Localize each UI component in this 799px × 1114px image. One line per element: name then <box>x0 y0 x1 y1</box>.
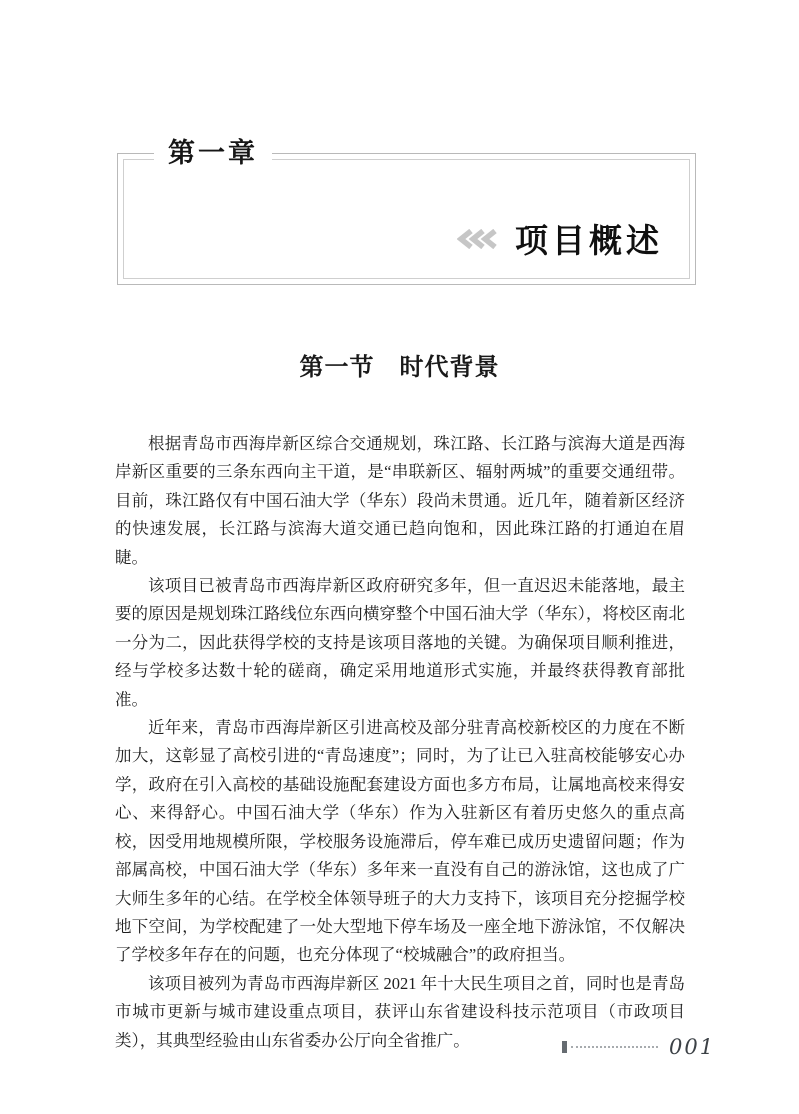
triple-left-chevron-icon <box>457 229 499 249</box>
chapter-title: 项目概述 <box>515 224 663 260</box>
page-number: 001 <box>669 1035 716 1059</box>
paragraph: 近年来，青岛市西海岸新区引进高校及部分驻青高校新校区的力度在不断加大，这彰显了高校引进的“青岛速度”；同时，为了让已入驻高校能够安心办学，政府在引入高校的基础设施配套建设方面也多方布局，让属地高校来得安心、来得舒心。中国石油大学（华东）作为入驻新区有着历史悠久的重点高校，因受用地规模所限，学校服务设施滞后，停车难已成历史遗留问题；作为部属高校，中国石油大学（华东）多年来一直没有自己的游泳馆，这也成了广大师生多年的心结。在学校全体领导班子的大力支持下，该项目充分挖掘学校地下空间，为学校配建了一处大型地下停车场及一座全地下游泳馆，不仅解决了学校多年存在的问题，也充分体现了“校城融合”的政府担当。 <box>115 718 685 965</box>
paragraph: 该项目已被青岛市西海岸新区政府研究多年，但一直迟迟未能落地，最主要的原因是规划珠江路线位东西向横穿整个中国石油大学（华东），将校区南北一分为二，因此获得学校的支持是该项目落地的关键。为确保项目顺利推进，经与学校多达数十轮的磋商，确定采用地道形式实施，并最终获得教育部批准。 <box>115 576 685 709</box>
footer-bar-ornament <box>562 1041 567 1053</box>
chapter-number-label: 第一章 <box>154 131 272 175</box>
paragraph: 根据青岛市西海岸新区综合交通规划，珠江路、长江路与滨海大道是西海岸新区重要的三条东西向主干道，是“串联新区、辐射两城”的重要交通纽带。目前，珠江路仅有中国石油大学（华东）段尚未贯通。近几年，随着新区经济的快速发展，长江路与滨海大道交通已趋向饱和，因此珠江路的打通迫在眉睫。 <box>115 434 685 567</box>
chapter-header-box <box>117 138 696 285</box>
paragraph: 该项目被列为青岛市西海岸新区 2021 年十大民生项目之首，同时也是青岛市城市更新与城市建设重点项目，获评山东省建设科技示范项目（市政项目类），其典型经验由山东省委办公厅向全省推广。 <box>115 973 685 1050</box>
body-text <box>115 430 685 1055</box>
chapter-title-row <box>457 215 663 262</box>
page-footer <box>562 1036 715 1058</box>
footer-dotted-leader <box>571 1046 658 1048</box>
section-title: 第一节 时代背景 <box>299 354 500 381</box>
